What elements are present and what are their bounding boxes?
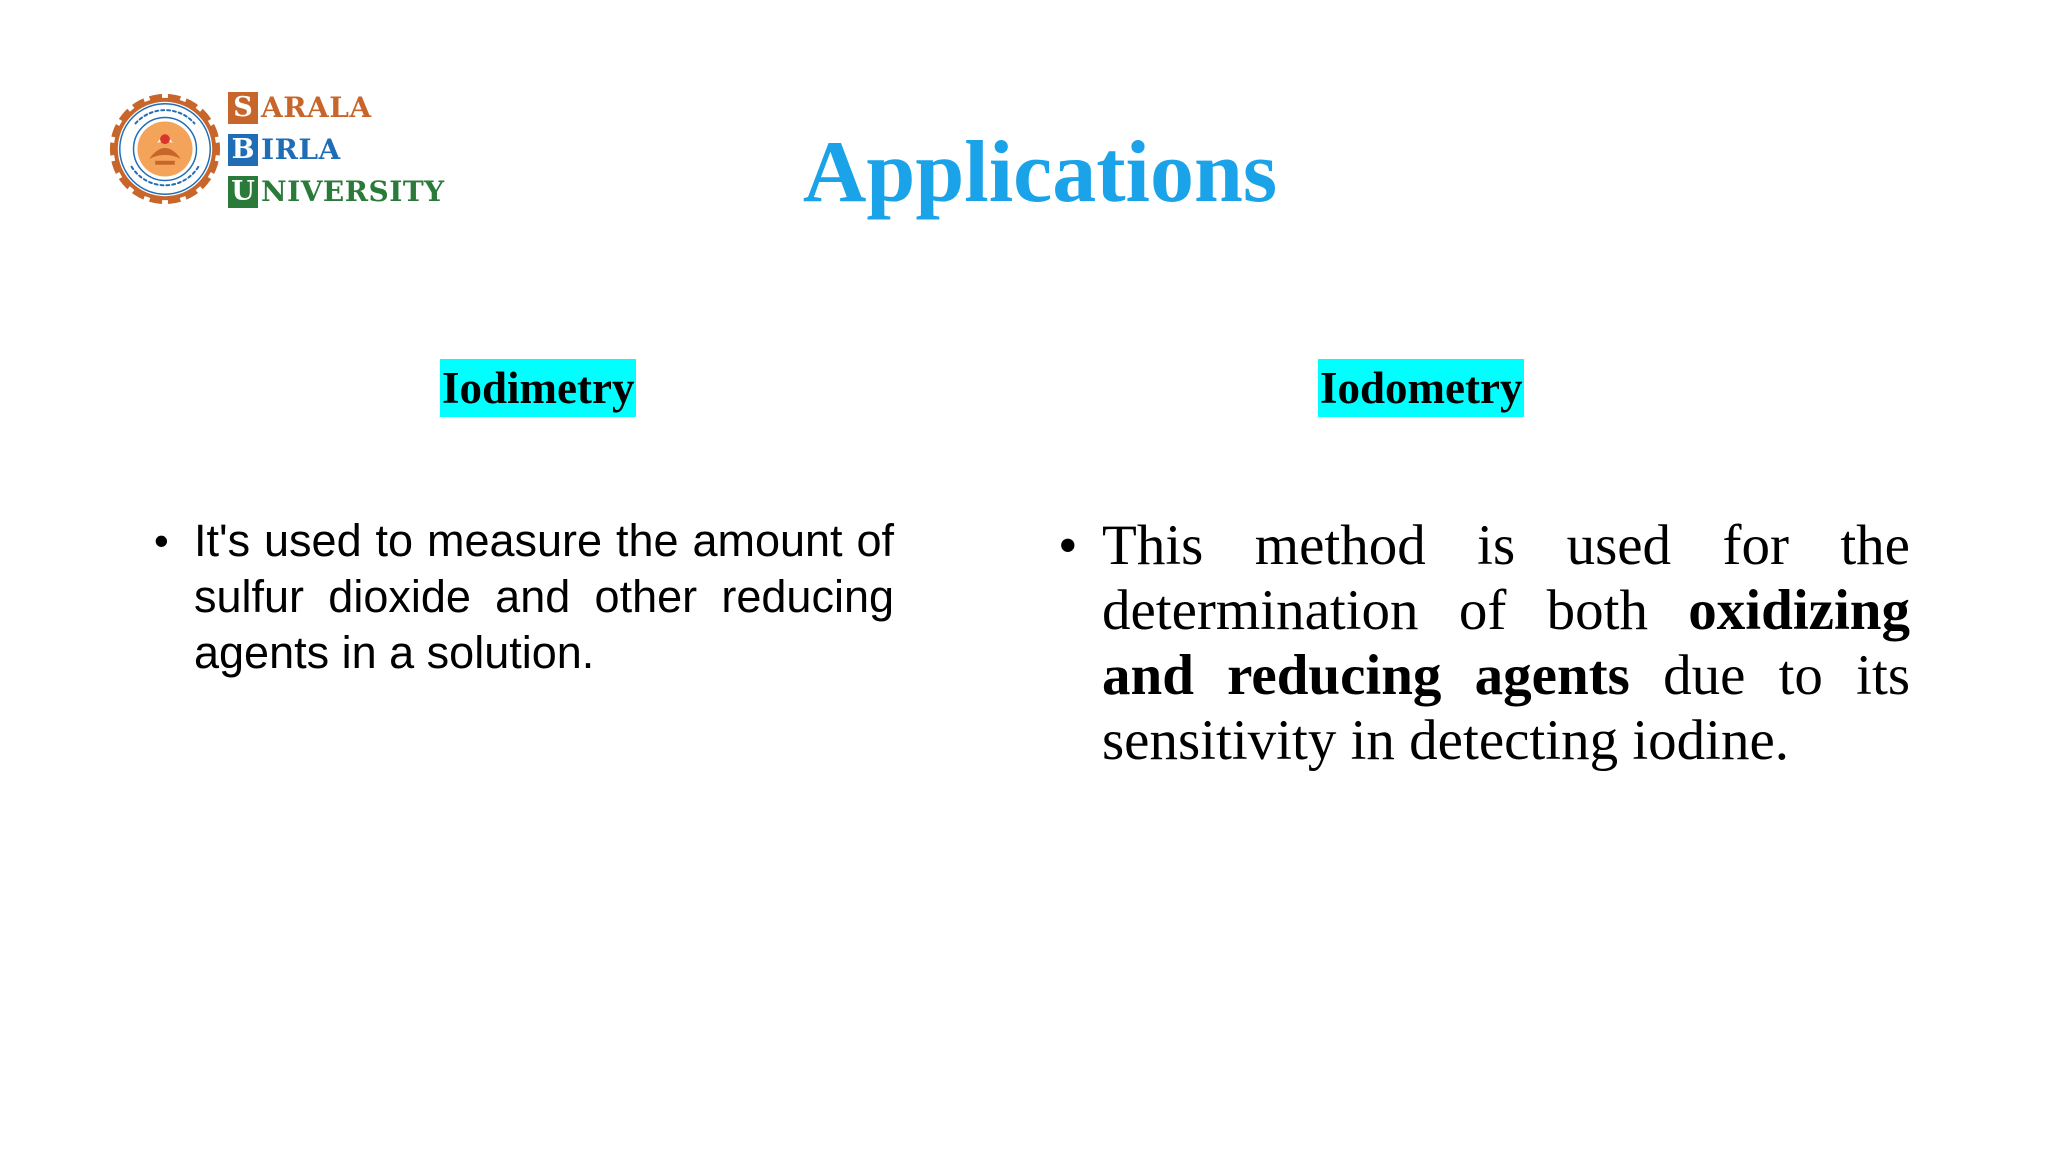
university-seal-icon [106, 90, 224, 208]
iodometry-text-after: due to its sensitivity in detecting iodine. [1102, 644, 1911, 772]
logo-initial-u: U [228, 176, 258, 208]
logo-initial-s: S [228, 92, 258, 124]
heading-iodimetry-label: Iodimetry [440, 359, 636, 417]
logo-word-birla: IRLA [261, 133, 341, 166]
iodometry-bullet-text [1102, 513, 1910, 773]
iodometry-text-before: This method is used for the determination of both [1102, 514, 1910, 642]
heading-iodometry-label: Iodometry [1318, 359, 1524, 417]
heading-iodometry [1318, 359, 1524, 417]
university-wordmark [228, 90, 458, 216]
iodimetry-bullet-text: It's used to measure the amount of sulfur dioxide and other reducing agents in a solution. [194, 515, 894, 678]
university-logo [106, 90, 456, 220]
iodometry-text-bold: oxidizing and reducing agents [1102, 579, 1910, 707]
iodimetry-bullet [154, 513, 896, 681]
logo-row-sarala [228, 90, 458, 126]
bullet-marker: • [1058, 515, 1078, 577]
logo-word-university: NIVERSITY [261, 175, 445, 208]
logo-initial-b: B [228, 134, 258, 166]
slide-title: Applications [802, 124, 1278, 221]
heading-iodimetry [440, 359, 636, 417]
bullet-marker: • [154, 517, 169, 564]
logo-word-sarala: ARALA [261, 91, 372, 124]
iodometry-bullet [1058, 513, 1910, 773]
logo-row-birla [228, 132, 458, 168]
logo-row-university [228, 174, 458, 210]
